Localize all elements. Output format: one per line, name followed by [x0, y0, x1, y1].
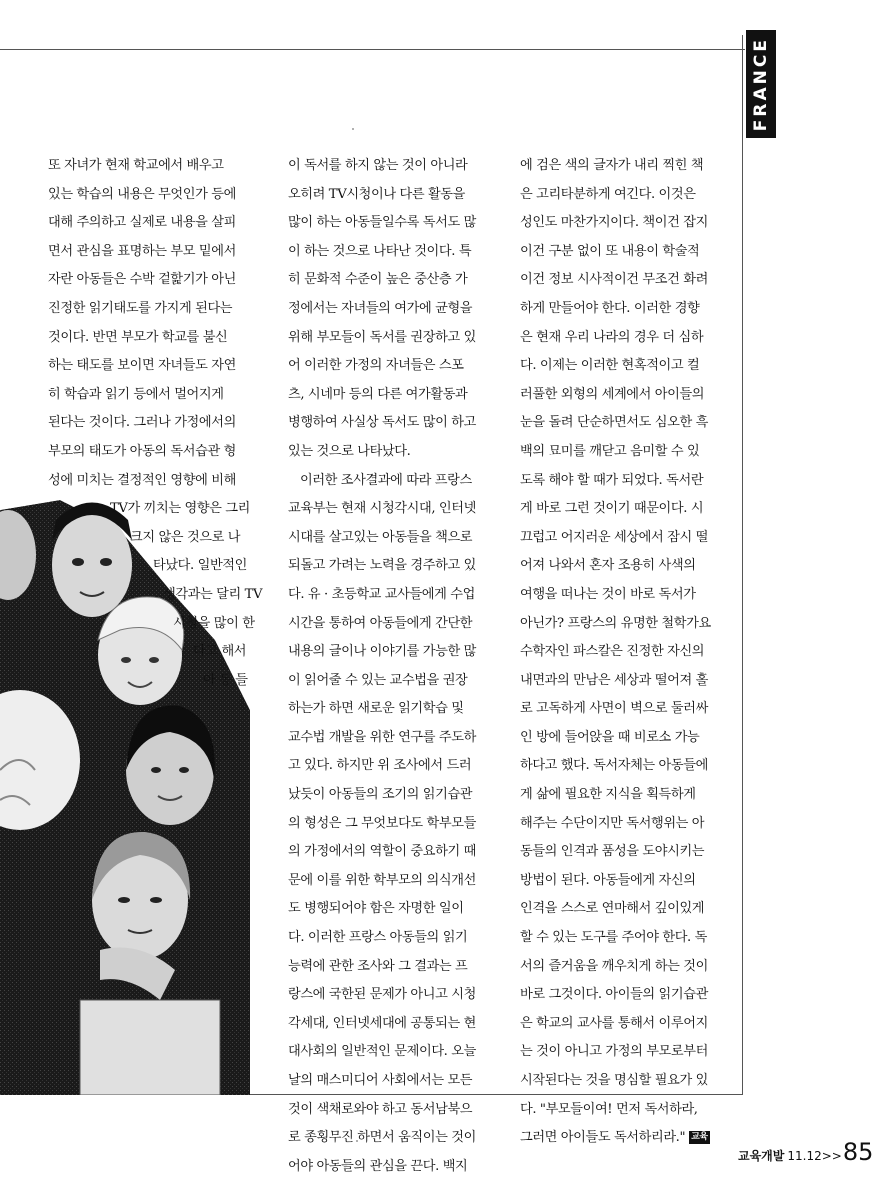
- text-line: 하게 만들어야 한다. 이러한 경향: [520, 300, 700, 316]
- text-line: 백의 묘미를 깨닫고 음미할 수 있: [520, 443, 700, 459]
- text-line: 에 검은 색의 글자가 내리 찍힌 책: [520, 158, 704, 173]
- text-line: 랑스에 국한된 문제가 아니고 시청: [288, 987, 476, 1003]
- text-line: 있는 학습의 내용은 무엇인가 등에: [48, 186, 236, 202]
- text-line: 하는 태도를 보이면 자녀들도 자연: [48, 358, 236, 374]
- text-line: 이 읽어줄 수 있는 교수법을 권장: [288, 672, 468, 688]
- text-line: 여행을 떠나는 것이 바로 독서가: [520, 586, 696, 602]
- text-line: 날의 매스미디어 사회에서는 모든: [288, 1073, 473, 1088]
- text-line: 러풀한 외형의 세계에서 아이들의: [520, 386, 705, 402]
- text-line: 어져 나와서 혼자 조용히 사색의: [520, 558, 696, 574]
- text-line: 시작된다는 것을 명심할 필요가 있: [520, 1073, 708, 1088]
- text-line: 되돌고 가려는 노력을 경주하고 있: [288, 558, 476, 574]
- text-line: 하는가 하면 새로운 읽기학습 및: [288, 701, 464, 717]
- text-line: 고 있다. 하지만 위 조사에서 드러: [288, 758, 472, 774]
- text-line: 시대를 살고있는 아동들을 책으로: [288, 529, 473, 545]
- text-line: 났듯이 아동들의 조기의 읽기습관: [288, 787, 473, 803]
- text-line: 것이다. 반면 부모가 학교를 불신: [48, 329, 228, 345]
- page-footer: [738, 1138, 873, 1166]
- text-line: 있는 것으로 나타났다.: [288, 443, 411, 459]
- text-line: 수학자인 파스칼은 진정한 자신의: [520, 644, 705, 660]
- text-line: 의 형성은 그 무엇보다도 학부모들: [288, 815, 476, 831]
- text-line-content: 그러면 아이들도 독서하리라.": [520, 1130, 686, 1146]
- page-number: 85: [842, 1138, 874, 1166]
- text-line: 병행하여 사실상 독서도 많이 하고: [288, 415, 476, 431]
- end-mark-icon: 교육: [691, 1132, 708, 1143]
- text-line: 것이 색채로와야 하고 동서남북으: [288, 1101, 473, 1117]
- text-column-3: [520, 152, 742, 1153]
- text-line: 히 학습과 읽기 등에서 멀어지게: [48, 386, 224, 402]
- text-line: 또 자녀가 현재 학교에서 배우고: [48, 158, 224, 173]
- section-tab: [746, 30, 776, 138]
- text-line: 인 방에 들어앉을 때 비로소 가능: [520, 729, 700, 745]
- text-line: [520, 1124, 742, 1153]
- text-line: 할 수 있는 도구를 주어야 한다. 독: [520, 930, 707, 946]
- text-line: 이 독서를 하지 않는 것이 아니라: [288, 158, 468, 173]
- text-line: 히 문화적 수준이 높은 중산층 가: [288, 272, 468, 288]
- text-line: 면서 관심을 표명하는 부모 밑에서: [48, 243, 236, 259]
- issue-number: 11.12>>: [787, 1149, 842, 1163]
- text-line: 은 현재 우리 나라의 경우 더 심하: [520, 329, 704, 345]
- text-line: 타났다. 일반적인: [153, 558, 247, 574]
- text-line: 위해 부모들이 독서를 권장하고 있: [288, 329, 476, 345]
- text-line: 의 가정에서의 역할이 중요하기 때: [288, 844, 476, 860]
- text-line: 도록 해야 할 때가 되었다. 독서란: [520, 472, 704, 488]
- text-line: 교육부는 현재 시청각시대, 인터넷: [288, 501, 476, 517]
- text-line: 크지 않은 것으로 나: [130, 529, 241, 545]
- magazine-name: 교육개발: [738, 1149, 785, 1163]
- text-line: 는 것이 아니고 가정의 부모로부터: [520, 1044, 708, 1060]
- text-line: 은 학교의 교사를 통해서 이루어지: [520, 1015, 708, 1031]
- text-line: 진정한 읽기태도를 가지게 된다는: [48, 300, 233, 316]
- text-line: 내용의 글이나 이야기를 가능한 많: [288, 644, 476, 660]
- text-line: 문에 이를 위한 학부모의 의식개선: [288, 872, 476, 888]
- text-line: 어 이러한 가정의 자녀들은 스포: [288, 358, 464, 374]
- text-line: 방법이 된다. 아동들에게 자신의: [520, 872, 696, 888]
- text-line: 정에서는 자녀들의 여가에 균형을: [288, 300, 473, 316]
- text-line: 은 고리타분하게 여긴다. 이것은: [520, 186, 696, 202]
- text-line: 서의 즐거움을 깨우치게 하는 것이: [520, 958, 708, 974]
- text-line: 인격을 스스로 연마해서 깊이있게: [520, 901, 705, 917]
- top-rule: [0, 49, 745, 50]
- text-line: 하다고 했다. 독서자체는 아동들에: [520, 758, 708, 774]
- text-line: 이건 구분 없이 또 내용이 학술적: [520, 243, 700, 259]
- text-line: 츠, 시네마 등의 다른 여가활동과: [288, 386, 468, 402]
- text-line: TV가 끼치는 영향은 그리: [110, 501, 250, 517]
- text-line: 능력에 관한 조사와 그 결과는 프: [288, 958, 468, 974]
- text-line: 다. 이러한 프랑스 아동들의 읽기: [288, 930, 468, 946]
- right-rule: [742, 35, 743, 1095]
- text-column-1: [48, 152, 263, 695]
- section-label: FRANCE: [751, 36, 771, 132]
- text-line: 게 삶에 필요한 지식을 획득하게: [520, 787, 696, 803]
- text-line: 대사회의 일반적인 문제이다. 오늘: [288, 1044, 476, 1060]
- text-line: 아 동 들: [203, 672, 248, 688]
- text-line: 성인도 마찬가지이다. 책이건 잡지: [520, 215, 708, 231]
- text-line: 도 병행되어야 함은 자명한 일이: [288, 901, 464, 917]
- text-line: 생각과는 달리 TV: [163, 586, 263, 602]
- text-line: 많이 하는 아동들일수록 독서도 많: [288, 215, 476, 231]
- text-line: 자란 아동들은 수박 겉핥기가 아닌: [48, 272, 236, 288]
- text-line: 다. 유 · 초등학교 교사들에게 수업: [288, 586, 475, 602]
- text-line: 부모의 태도가 아동의 독서습관 형: [48, 443, 236, 459]
- text-line: 바로 그것이다. 아이들의 읽기습관: [520, 987, 708, 1003]
- text-line: 끄럽고 어지러운 세상에서 잠시 떨: [520, 529, 708, 545]
- text-line: 로 종횡무진 하면서 움직이는 것이: [288, 1130, 476, 1146]
- text-line: 다. "부모들이여! 먼저 독서하라,: [520, 1101, 698, 1117]
- text-line: 눈을 돌려 단순하면서도 심오한 흑: [520, 415, 708, 431]
- text-column-2: [288, 152, 498, 1181]
- text-line: 교수법 개발을 위한 연구를 주도하: [288, 729, 476, 745]
- text-line: 오히려 TV시청이나 다른 활동을: [288, 186, 465, 202]
- text-line: 시청을 많이 한: [173, 615, 255, 631]
- text-line: 동들의 인격과 품성을 도야시키는: [520, 844, 705, 860]
- text-line: 된다는 것이다. 그러나 가정에서의: [48, 415, 236, 431]
- text-line: 아닌가? 프랑스의 유명한 철학가요: [520, 615, 711, 631]
- text-line: 성에 미치는 결정적인 영향에 비해: [48, 472, 236, 488]
- decorative-dot: [352, 128, 354, 130]
- text-line: 내면과의 만남은 세상과 떨어져 홀: [520, 672, 708, 688]
- text-line: 이러한 조사결과에 따라 프랑스: [300, 472, 472, 488]
- text-line: 어야 아동들의 관심을 끈다. 백지: [288, 1158, 468, 1174]
- text-line: 로 고독하게 사면이 벽으로 둘러싸: [520, 701, 708, 717]
- text-line: 시간을 통하여 아동들에게 간단한: [288, 615, 473, 631]
- text-line: 다. 이제는 이러한 현혹적이고 컬: [520, 358, 700, 374]
- text-line: 다고 해서: [193, 644, 247, 660]
- text-line: 해주는 수단이지만 독서행위는 아: [520, 815, 705, 831]
- text-line: 이 하는 것으로 나타난 것이다. 특: [288, 243, 472, 259]
- text-line: 각세대, 인터넷세대에 공통되는 현: [288, 1015, 476, 1031]
- text-line: 이건 정보 시사적이건 무조건 화려: [520, 272, 708, 288]
- text-line: 대해 주의하고 실제로 내용을 살피: [48, 215, 236, 231]
- text-line: 게 바로 그런 것이기 때문이다. 시: [520, 501, 704, 517]
